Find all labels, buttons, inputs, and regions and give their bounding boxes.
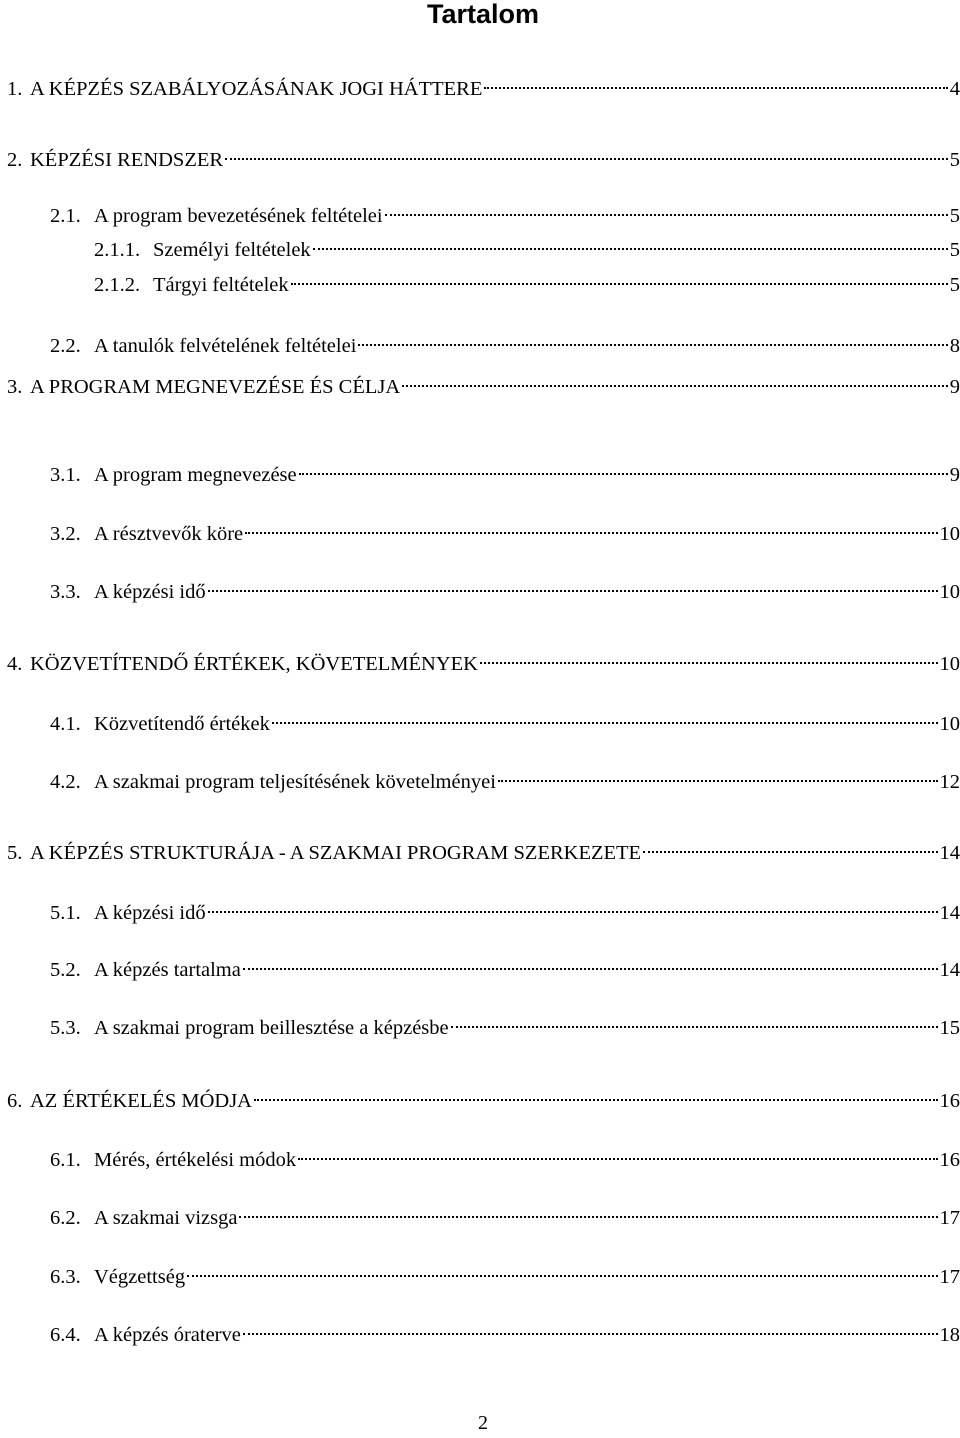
toc-entry-text: Tárgyi feltételek	[153, 274, 289, 296]
toc-entry[interactable]	[50, 898, 960, 928]
toc-entry-page: 9	[949, 464, 960, 486]
toc-entry-number: 3.	[7, 376, 23, 398]
dot-leader	[272, 722, 938, 724]
toc-entry-text: Személyi feltételek	[153, 239, 311, 261]
toc-entry-page: 15	[939, 1017, 960, 1039]
toc-entry-text: Végzettség	[94, 1266, 186, 1288]
dot-leader	[208, 590, 938, 592]
toc-entry-page: 5	[949, 274, 960, 296]
dot-leader	[299, 473, 948, 475]
toc-entry-number: 5.1.	[50, 902, 81, 924]
toc-entry[interactable]	[50, 1320, 960, 1350]
toc-entry-number: 2.2.	[50, 335, 81, 357]
dot-leader	[243, 1333, 938, 1335]
toc-entry-number: 6.4.	[50, 1324, 81, 1346]
toc-entry[interactable]	[50, 577, 960, 607]
dot-leader	[498, 780, 938, 782]
dot-leader	[225, 158, 948, 160]
toc-entry-page: 10	[939, 581, 960, 603]
toc-entry-text: A képzési idő	[94, 581, 206, 603]
toc-entry-text: A szakmai program teljesítésének követelményei	[94, 771, 496, 793]
toc-entry-page: 17	[939, 1266, 960, 1288]
page-number: 2	[478, 1412, 488, 1434]
toc-entry-number: 6.1.	[50, 1149, 81, 1171]
toc-entry[interactable]	[50, 767, 960, 797]
toc-entry-page: 16	[939, 1090, 960, 1112]
toc-entry[interactable]	[7, 838, 960, 868]
toc-entry[interactable]	[94, 270, 960, 300]
toc-entry-text: AZ ÉRTÉKELÉS MÓDJA	[30, 1090, 252, 1112]
toc-entry-number: 5.3.	[50, 1017, 81, 1039]
toc-entry-page: 5	[949, 239, 960, 261]
toc-entry-text: A KÉPZÉS STRUKTURÁJA - A SZAKMAI PROGRAM SZERKEZETE	[30, 842, 642, 864]
toc-entry[interactable]	[7, 145, 960, 175]
dot-leader	[243, 968, 938, 970]
toc-entry[interactable]	[94, 235, 960, 265]
toc-entry-text: A szakmai program beillesztése a képzésbe	[94, 1017, 449, 1039]
toc-entry-text: Közvetítendő értékek	[94, 713, 270, 735]
toc-entry-text: A résztvevők köre	[94, 523, 244, 545]
toc-entry-page: 10	[939, 523, 960, 545]
toc-entry-page: 10	[939, 713, 960, 735]
toc-entry-page: 16	[939, 1149, 960, 1171]
toc-entry-number: 2.1.1.	[94, 239, 141, 261]
dot-leader	[208, 911, 938, 913]
toc-entry[interactable]	[50, 709, 960, 739]
toc-entry-page: 10	[939, 653, 960, 675]
toc-entry-page: 5	[949, 149, 960, 171]
toc-entry-number: 5.2.	[50, 959, 81, 981]
toc-entry-page: 4	[949, 78, 960, 100]
dot-leader	[480, 662, 938, 664]
dot-leader	[291, 283, 948, 285]
toc-entry-page: 9	[949, 376, 960, 398]
toc-entry[interactable]	[50, 1262, 960, 1292]
toc-entry-text: A képzés óraterve	[94, 1324, 241, 1346]
toc-entry[interactable]	[50, 201, 960, 231]
dot-leader	[643, 851, 937, 853]
toc-entry-page: 14	[939, 959, 960, 981]
dot-leader	[187, 1275, 937, 1277]
toc-entry-page: 14	[939, 842, 960, 864]
toc-entry-number: 3.3.	[50, 581, 81, 603]
dot-leader	[402, 385, 948, 387]
toc-entry[interactable]	[7, 372, 960, 402]
toc-entry-page: 5	[949, 205, 960, 227]
toc-entry-text: A PROGRAM MEGNEVEZÉSE ÉS CÉLJA	[30, 376, 401, 398]
toc-entry-text: KÖZVETÍTENDŐ ÉRTÉKEK, KÖVETELMÉNYEK	[30, 653, 478, 675]
toc-entry-text: A képzés tartalma	[94, 959, 241, 981]
toc-entry-number: 2.1.	[50, 205, 81, 227]
toc-entry[interactable]	[50, 519, 960, 549]
toc-entry[interactable]	[50, 955, 960, 985]
toc-entry-text: A KÉPZÉS SZABÁLYOZÁSÁNAK JOGI HÁTTERE	[30, 78, 483, 100]
dot-leader	[245, 532, 937, 534]
toc-entry-number: 6.	[7, 1090, 23, 1112]
toc-entry-page: 8	[949, 335, 960, 357]
toc-entry-text: A szakmai vizsga	[94, 1207, 238, 1229]
dot-leader	[385, 214, 948, 216]
toc-entry-number: 3.1.	[50, 464, 81, 486]
dot-leader	[451, 1026, 938, 1028]
toc-entry-text: A program megnevezése	[94, 464, 297, 486]
toc-entry-number: 5.	[7, 842, 23, 864]
toc-entry-text: A képzési idő	[94, 902, 206, 924]
toc-entry-number: 6.2.	[50, 1207, 81, 1229]
toc-entry-number: 1.	[7, 78, 23, 100]
toc-entry-page: 14	[939, 902, 960, 924]
toc-entry[interactable]	[50, 460, 960, 490]
toc-entry-text: A program bevezetésének feltételei	[94, 205, 383, 227]
toc-entry[interactable]	[7, 74, 960, 104]
toc-entry-text: Mérés, értékelési módok	[94, 1149, 297, 1171]
toc-entry-number: 4.	[7, 653, 23, 675]
toc-entry-number: 6.3.	[50, 1266, 81, 1288]
toc-entry[interactable]	[7, 1086, 960, 1116]
dot-leader	[313, 248, 948, 250]
toc-entry-number: 4.1.	[50, 713, 81, 735]
dot-leader	[298, 1158, 937, 1160]
dot-leader	[239, 1216, 937, 1218]
dot-leader	[254, 1099, 938, 1101]
toc-entry[interactable]	[50, 331, 960, 361]
document-title: Tartalom	[426, 0, 540, 29]
toc-entry[interactable]	[50, 1203, 960, 1233]
toc-entry[interactable]	[50, 1013, 960, 1043]
toc-entry[interactable]	[7, 649, 960, 679]
toc-entry-page: 17	[939, 1207, 960, 1229]
dot-leader	[484, 87, 947, 89]
toc-entry-text: KÉPZÉSI RENDSZER	[30, 149, 224, 171]
toc-entry-number: 4.2.	[50, 771, 81, 793]
toc-entry-number: 2.1.2.	[94, 274, 141, 296]
toc-entry-number: 3.2.	[50, 523, 81, 545]
toc-entry-number: 2.	[7, 149, 23, 171]
toc-entry-page: 18	[939, 1324, 960, 1346]
toc-entry-text: A tanulók felvételének feltételei	[94, 335, 357, 357]
dot-leader	[358, 344, 947, 346]
toc-entry[interactable]	[50, 1145, 960, 1175]
toc-entry-page: 12	[939, 771, 960, 793]
